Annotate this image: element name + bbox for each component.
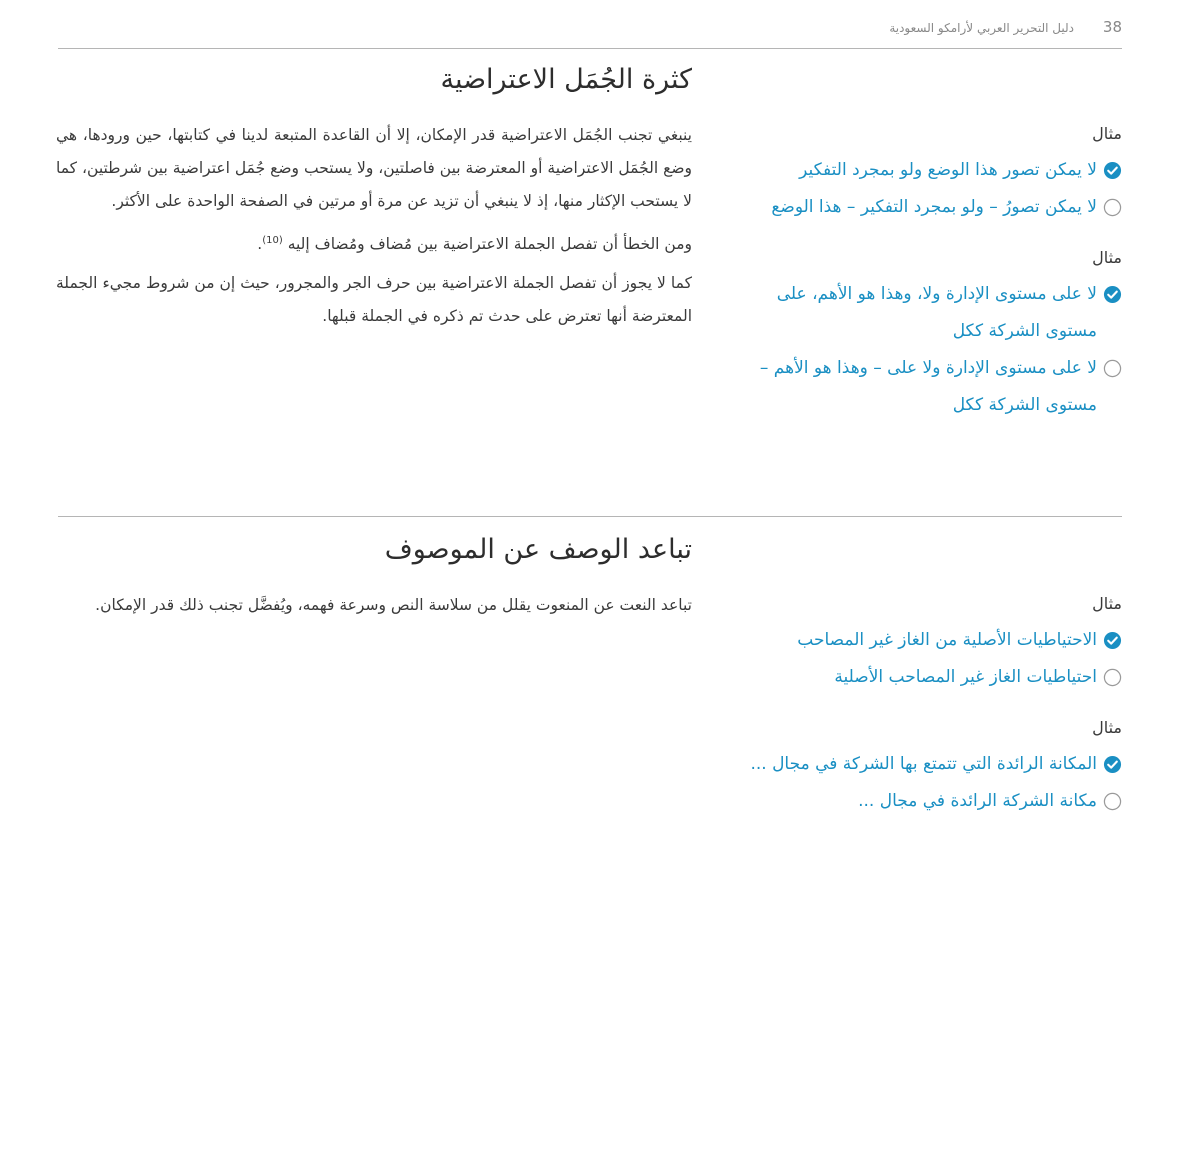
- empty-circle-icon: [1102, 189, 1122, 226]
- running-title: دليل التحرير العربي لأرامكو السعودية: [889, 21, 1074, 35]
- page-header: [58, 14, 1122, 44]
- example-correct: [722, 152, 1122, 189]
- example-correct-text: لا يمكن تصور هذا الوضع ولو بمجرد التفكير: [799, 160, 1097, 180]
- check-circle-icon: [1102, 276, 1122, 313]
- paragraph: تباعد النعت عن المنعوت يقلل من سلاسة النص وسرعة فهمه، ويُفضَّل تجنب ذلك قدر الإمكان.: [95, 596, 692, 614]
- examples-column: [722, 590, 1122, 838]
- example-correct-text: الاحتياطيات الأصلية من الغاز غير المصاحب: [797, 630, 1097, 650]
- paragraph-text: ومن الخطأ أن تفصل الجملة الاعتراضية بين مُضاف ومُضاف إليه: [287, 235, 692, 254]
- page-number: 38: [1102, 18, 1122, 36]
- section-title: تباعد الوصف عن الموصوف: [384, 534, 692, 565]
- section-body: [56, 589, 692, 628]
- example-incorrect-text: لا على مستوى الإدارة ولا على – وهذا هو الأهم – مستوى الشركة ككل: [759, 358, 1097, 415]
- header-divider: [58, 48, 1122, 49]
- check-circle-icon: [1102, 746, 1122, 783]
- example-correct: [722, 276, 1122, 350]
- paragraph: ومن الخطأ أن تفصل الجملة الاعتراضية بين مُضاف ومُضاف إليه $^{(10)}$.: [257, 235, 692, 254]
- paragraph: كما لا يجوز أن تفصل الجملة الاعتراضية بين حرف الجر والمجرور، حيث إن من شروط مجيء الجملة المعترضة أنها تعترض على حدث تم ذكره في الجملة قبلها.: [56, 274, 692, 326]
- section-divider: [58, 516, 1122, 517]
- section-body: [56, 119, 692, 339]
- paragraph: ينبغي تجنب الجُمَل الاعتراضية قدر الإمكان، إلا أن القاعدة المتبعة لدينا في كتابتها، حين ورودها، هي وضع الجُمَل الاعتراضية أو المعترضة بين فاصلتين، ولا يستحب وضع جُمَل اعتراضية بين شرطتين، كما لا يستحب الإكثار منها، إذ لا ينبغي أن تزيد عن مرة أو مرتين في الصفحة الواحدة على الأكثر.: [56, 126, 692, 210]
- example-correct: [722, 622, 1122, 659]
- section-title: كثرة الجُمَل الاعتراضية: [440, 64, 692, 95]
- example-incorrect-text: لا يمكن تصورُ – ولو بمجرد التفكير – هذا الوضع: [771, 197, 1097, 217]
- example-block: [722, 120, 1122, 226]
- example-incorrect: [722, 659, 1122, 696]
- example-correct-text: لا على مستوى الإدارة ولا، وهذا هو الأهم، على مستوى الشركة ككل: [776, 284, 1097, 341]
- empty-circle-icon: [1102, 659, 1122, 696]
- example-correct: [722, 746, 1122, 783]
- example-block: [722, 714, 1122, 820]
- example-label: مثال: [1092, 248, 1122, 267]
- example-incorrect: [722, 189, 1122, 226]
- empty-circle-icon: [1102, 783, 1122, 820]
- footnote-reference: (10): [262, 235, 283, 246]
- example-label: مثال: [1092, 594, 1122, 613]
- examples-column: [722, 120, 1122, 442]
- example-incorrect-text: احتياطيات الغاز غير المصاحب الأصلية: [834, 667, 1097, 687]
- example-label: مثال: [1092, 124, 1122, 143]
- example-block: [722, 244, 1122, 424]
- example-incorrect: [722, 350, 1122, 424]
- example-correct-text: المكانة الرائدة التي تتمتع بها الشركة في مجال ...: [750, 754, 1097, 774]
- example-incorrect: [722, 783, 1122, 820]
- example-block: [722, 590, 1122, 696]
- example-incorrect-text: مكانة الشركة الرائدة في مجال ...: [858, 791, 1097, 811]
- example-label: مثال: [1092, 718, 1122, 737]
- check-circle-icon: [1102, 622, 1122, 659]
- empty-circle-icon: [1102, 350, 1122, 387]
- check-circle-icon: [1102, 152, 1122, 189]
